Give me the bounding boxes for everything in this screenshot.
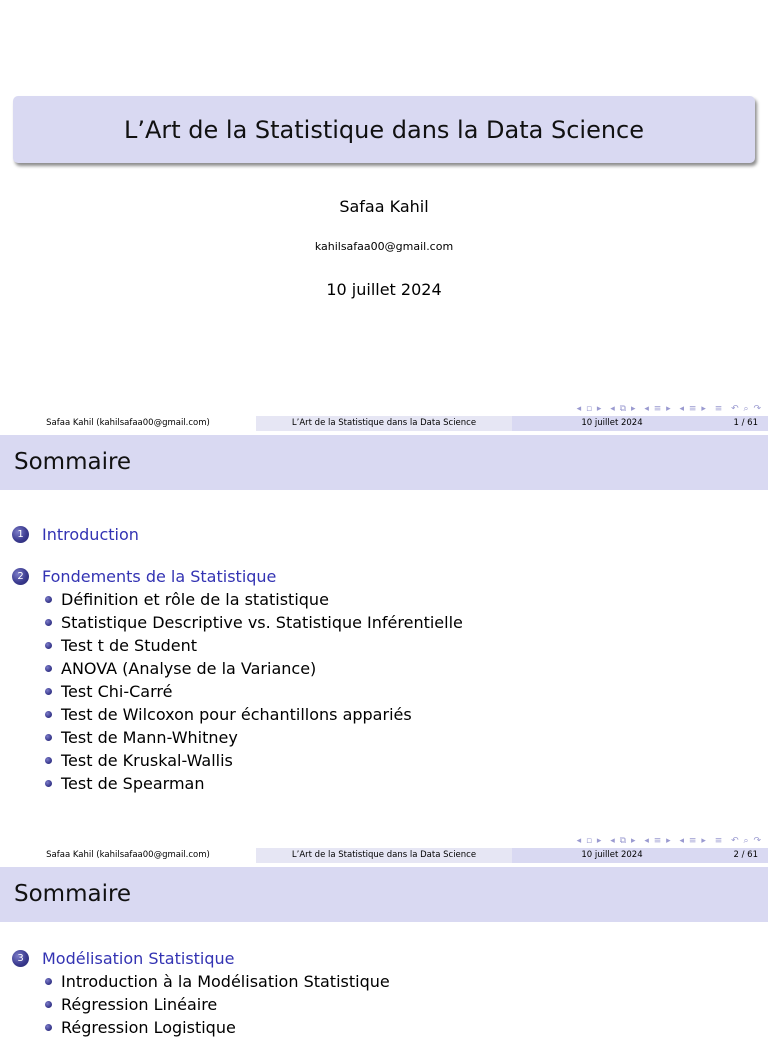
footline-page-number: 2 / 61	[712, 848, 768, 863]
nav-frame-icon[interactable]: ◂ ⧉ ▸	[610, 404, 637, 414]
section-number-badge: 2	[12, 568, 29, 585]
navigation-symbols[interactable]	[573, 404, 762, 414]
toc-subsection-title[interactable]: Test Chi-Carré	[61, 682, 173, 701]
bullet-icon	[45, 665, 52, 672]
toc-subsection-title[interactable]: Régression Logistique	[61, 1018, 236, 1037]
toc-subsection[interactable]	[0, 611, 768, 634]
toc-subsection-title[interactable]: Régression Linéaire	[61, 995, 218, 1014]
presentation-date: 10 juillet 2024	[326, 280, 442, 299]
toc-subsection[interactable]	[0, 588, 768, 611]
nav-subsection-icon[interactable]: ◂ ≡ ▸	[644, 836, 672, 846]
bullet-icon	[45, 734, 52, 741]
toc-subsection-title[interactable]: Test de Kruskal-Wallis	[61, 751, 233, 770]
nav-document-icon[interactable]: ≡	[714, 836, 724, 846]
toc-subsection[interactable]	[0, 1016, 768, 1039]
footline-date: 10 juillet 2024	[512, 848, 712, 863]
presentation-title: L’Art de la Statistique dans la Data Science	[13, 96, 755, 163]
footline	[0, 848, 768, 863]
toc-subsection[interactable]	[0, 657, 768, 680]
table-of-contents	[0, 523, 768, 546]
toc-slide-1	[0, 432, 768, 864]
bullet-icon	[45, 978, 52, 985]
frame-title: Sommaire	[0, 867, 768, 922]
nav-slide-icon[interactable]: ◂ ▫ ▸	[576, 404, 603, 414]
bullet-icon	[45, 619, 52, 626]
nav-section-icon[interactable]: ◂ ≡ ▸	[679, 404, 707, 414]
bullet-icon	[45, 757, 52, 764]
nav-document-icon[interactable]: ≡	[714, 404, 724, 414]
section-number-badge: 1	[12, 526, 29, 543]
toc-subsection-title[interactable]: Test de Wilcoxon pour échantillons appariés	[61, 705, 412, 724]
toc-section[interactable]	[0, 947, 768, 970]
section-number-badge: 3	[12, 950, 29, 967]
nav-subsection-icon[interactable]: ◂ ≡ ▸	[644, 404, 672, 414]
bullet-icon	[45, 642, 52, 649]
bullet-icon	[45, 688, 52, 695]
footline-title: L’Art de la Statistique dans la Data Science	[256, 416, 512, 431]
toc-section[interactable]	[0, 565, 768, 588]
toc-subsection[interactable]	[0, 680, 768, 703]
toc-section[interactable]	[0, 523, 768, 546]
title-slide	[0, 0, 768, 432]
footline-date: 10 juillet 2024	[512, 416, 712, 431]
toc-subsection-title[interactable]: Test t de Student	[61, 636, 198, 655]
toc-subsection[interactable]	[0, 726, 768, 749]
toc-subsection[interactable]	[0, 993, 768, 1016]
bullet-icon	[45, 1024, 52, 1031]
table-of-contents	[0, 565, 768, 795]
toc-subsection-title[interactable]: Test de Spearman	[61, 774, 205, 793]
nav-section-icon[interactable]: ◂ ≡ ▸	[679, 836, 707, 846]
nav-search-icon[interactable]: ↶ ⌕ ↷	[731, 836, 762, 846]
toc-slide-2	[0, 864, 768, 1037]
toc-subsection[interactable]	[0, 749, 768, 772]
toc-subsection-title[interactable]: Introduction à la Modélisation Statistique	[61, 972, 390, 991]
footline	[0, 416, 768, 431]
toc-subsection[interactable]	[0, 772, 768, 795]
toc-subsection[interactable]	[0, 703, 768, 726]
bullet-icon	[45, 780, 52, 787]
toc-subsection-title[interactable]: Test de Mann-Whitney	[61, 728, 238, 747]
toc-subsection-title[interactable]: Statistique Descriptive vs. Statistique Inférentielle	[61, 613, 463, 632]
table-of-contents	[0, 947, 768, 1039]
toc-section-title[interactable]: Fondements de la Statistique	[42, 567, 277, 586]
nav-slide-icon[interactable]: ◂ ▫ ▸	[576, 836, 603, 846]
toc-section-title[interactable]: Introduction	[42, 525, 139, 544]
frame-title: Sommaire	[0, 435, 768, 490]
bullet-icon	[45, 596, 52, 603]
nav-search-icon[interactable]: ↶ ⌕ ↷	[731, 404, 762, 414]
footline-author: Safaa Kahil (kahilsafaa00@gmail.com)	[0, 848, 256, 863]
author-name: Safaa Kahil	[339, 197, 429, 216]
bullet-icon	[45, 1001, 52, 1008]
author-email: kahilsafaa00@gmail.com	[314, 240, 454, 253]
toc-subsection-title[interactable]: ANOVA (Analyse de la Variance)	[61, 659, 317, 678]
nav-frame-icon[interactable]: ◂ ⧉ ▸	[610, 836, 637, 846]
toc-subsection[interactable]	[0, 634, 768, 657]
footline-page-number: 1 / 61	[712, 416, 768, 431]
bullet-icon	[45, 711, 52, 718]
toc-subsection[interactable]	[0, 970, 768, 993]
toc-section-title[interactable]: Modélisation Statistique	[42, 949, 235, 968]
toc-subsection-title[interactable]: Définition et rôle de la statistique	[61, 590, 329, 609]
footline-author: Safaa Kahil (kahilsafaa00@gmail.com)	[0, 416, 256, 431]
footline-title: L’Art de la Statistique dans la Data Science	[256, 848, 512, 863]
navigation-symbols[interactable]	[573, 836, 762, 846]
